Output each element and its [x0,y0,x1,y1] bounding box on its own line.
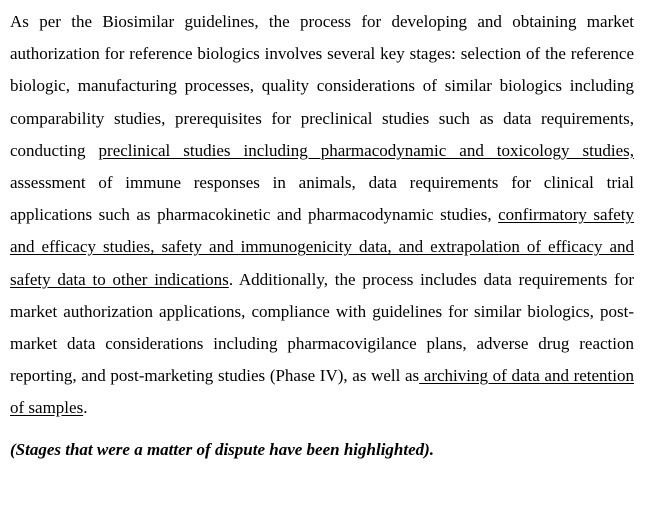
paragraph-text-2: assessment of immune responses in animals, data requirements for clinical trial applications such as pharmacokinetic and pharmacodynamic studies, [10,173,634,225]
highlighted-stage-confirmatory: confirmatory safety and efficacy studies, safety and immunogenicity data, and extrapolation of efficacy and safety data to other indications [10,205,635,289]
paragraph-text-4: . [83,398,88,418]
highlighted-stage-archiving: archiving of data and retention of samples [10,366,634,418]
highlighted-stage-preclinical: preclinical studies including pharmacodynamic and toxicology studies, [98,140,634,160]
document-body [10,6,634,461]
highlight-note: (Stages that were a matter of dispute have been highlighted). [10,439,435,459]
paragraph-text-3: . Additionally, the process includes data requirements for market authorization applications, compliance with guidelines for similar biologics, post-market data considerations including pharmacovigilance plans, adverse drug reaction reporting, and post-marketing studies (Phase IV), as well as [10,269,634,386]
paragraph-text-1: As per the Biosimilar guidelines, the process for developing and obtaining market authorization for reference biologics involves several key stages: selection of the reference biologic, manufacturing processes, quality considerations of similar biologics including comparability studies, prerequisites for preclinical studies such as data requirements, conducting [10,12,634,160]
main-paragraph [10,6,634,425]
